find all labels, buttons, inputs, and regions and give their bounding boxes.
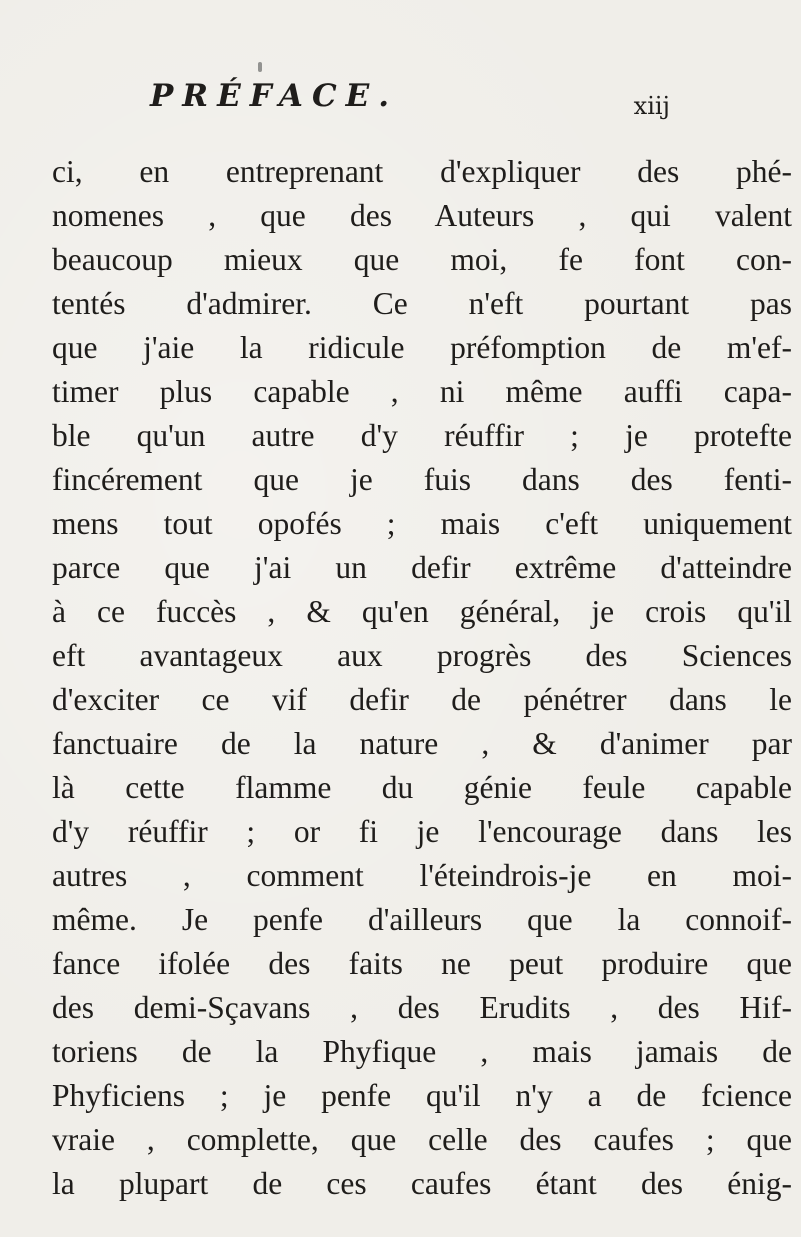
- text-line: fanctuaire de la nature , & d'animer par: [52, 726, 792, 761]
- text-line: la plupart de ces caufes étant des énig-: [52, 1166, 792, 1201]
- text-line: beaucoup mieux que moi, fe font con-: [52, 242, 792, 277]
- text-line: même. Je penfe d'ailleurs que la connoif-: [52, 902, 792, 937]
- text-line: parce que j'ai un defir extrême d'atteindre: [52, 550, 792, 585]
- text-line: timer plus capable , ni même auffi capa-: [52, 374, 792, 409]
- text-line: fincérement que je fuis dans des fenti-: [52, 462, 792, 497]
- text-line: eft avantageux aux progrès des Sciences: [52, 638, 792, 673]
- text-line: fance ifolée des faits ne peut produire que: [52, 946, 792, 981]
- text-line: vraie , complette, que celle des caufes ; que: [52, 1122, 792, 1157]
- text-line: d'y réuffir ; or fi je l'encourage dans les: [52, 814, 792, 849]
- text-line: d'exciter ce vif defir de pénétrer dans le: [52, 682, 792, 717]
- text-line: mens tout opofés ; mais c'eft uniquement: [52, 506, 792, 541]
- text-line: à ce fuccès , & qu'en général, je crois qu'il: [52, 594, 792, 629]
- text-line: ci, en entreprenant d'expliquer des phé-: [52, 154, 792, 189]
- page-header: [150, 78, 670, 128]
- running-title: PRÉFACE.: [150, 78, 399, 114]
- text-line: autres , comment l'éteindrois-je en moi-: [52, 858, 792, 893]
- text-line: là cette flamme du génie feule capable: [52, 770, 792, 805]
- text-line: ble qu'un autre d'y réuffir ; je protefte: [52, 418, 792, 453]
- text-line: Phyficiens ; je penfe qu'il n'y a de fcience: [52, 1078, 792, 1113]
- text-line: toriens de la Phyfique , mais jamais de: [52, 1034, 792, 1069]
- text-line: nomenes , que des Auteurs , qui valent: [52, 198, 792, 233]
- body-text: [52, 150, 792, 1206]
- page-number: xiij: [633, 92, 670, 120]
- text-line: tentés d'admirer. Ce n'eft pourtant pas: [52, 286, 792, 321]
- text-line: des demi-Sçavans , des Erudits , des Hif-: [52, 990, 792, 1025]
- text-line: que j'aie la ridicule préfomption de m'ef-: [52, 330, 792, 365]
- ink-mark: [258, 62, 262, 72]
